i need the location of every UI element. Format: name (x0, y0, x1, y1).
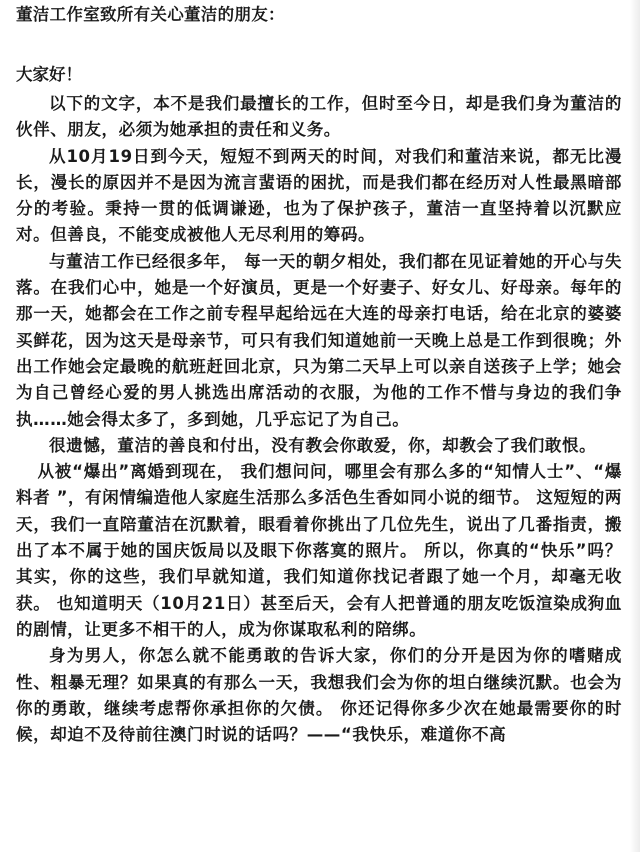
page-edge-shadow (630, 0, 640, 852)
paragraph: 很遗憾，董洁的善良和付出，没有教会你敢爱，你，却教会了我们敢恨。 (49, 435, 597, 455)
letter-title: 董洁工作室致所有关心董洁的朋友： (16, 5, 285, 24)
paragraph: 身为男人，你怎么就不能勇敢的告诉大家，你们的分开是因为你的嗜赌成性、粗暴无理？如果真的有那么一天，我想我们会为你的坦白继续沉默。也会为你的勇敢，继续考虑帮你承担你的欠债。 你还记得你多少次在她最需要你的时候，却迫不及待前往澳门时说的话吗？——“我快乐，难道你不高 (16, 646, 622, 745)
paragraph: 以下的文字，本不是我们最擅长的工作，但时至今日，却是我们身为董洁的伙伴、朋友，必须为她承担的责任和义务。 (16, 94, 622, 140)
paragraph: 与董洁工作已经很多年， 每一天的朝夕相处，我们都在见证着她的开心与失落。在我们心中，她是一个好演员，更是一个好妻子、好女儿、好母亲。每年的那一天，她都会在工作之前专程早起给远在大连的母亲打电话，给在北京的婆婆买鲜花，因为这天是母亲节，可只有我们知道她前一天晚上总是工作到很晚；外出工作她会定最晚的航班赶回北京，只为第二天早上可以亲自送孩子上学；她会为自己曾经心爱的男人挑选出席活动的衣服，为他的工作不惜与身边的我们争执……她会得太多了，多到她，几乎忘记了为自己。 (16, 251, 622, 429)
paragraph: 从10月19日到今天，短短不到两天的时间，对我们和董洁来说，都无比漫长，漫长的原因并不是因为流言蜚语的困扰，而是我们都在经历对人性最黑暗部分的考验。秉持一贯的低调谦逊，也为了保护孩子，董洁一直坚持着以沉默应对。但善良，不能变成被他人无尽利用的筹码。 (16, 146, 622, 245)
greeting: 大家好！ (16, 65, 82, 84)
letter-body (16, 91, 622, 748)
paragraph: 从被“爆出”离婚到现在， 我们想问问，哪里会有那么多的“知情人士”、“爆料者 ”，有闲情编造他人家庭生活那么多活色生香如同小说的细节。 这短短的两天，我们一直陪董洁在沉默着，眼看着你挑出了几位先生，说出了几番指责，搬出了本不属于她的国庆饭局以及眼下你落寞的照片。 所以，你真的“快乐”吗？其实，你的这些，我们早就知道，我们知道你找记者跟了她一个月，却毫无收获。 也知道明天（10月21日）甚至后天，会有人把普通的朋友吃饭渲染成狗血的剧情，让更多不相干的人，成为你谋取私利的陪绑。 (16, 462, 622, 639)
